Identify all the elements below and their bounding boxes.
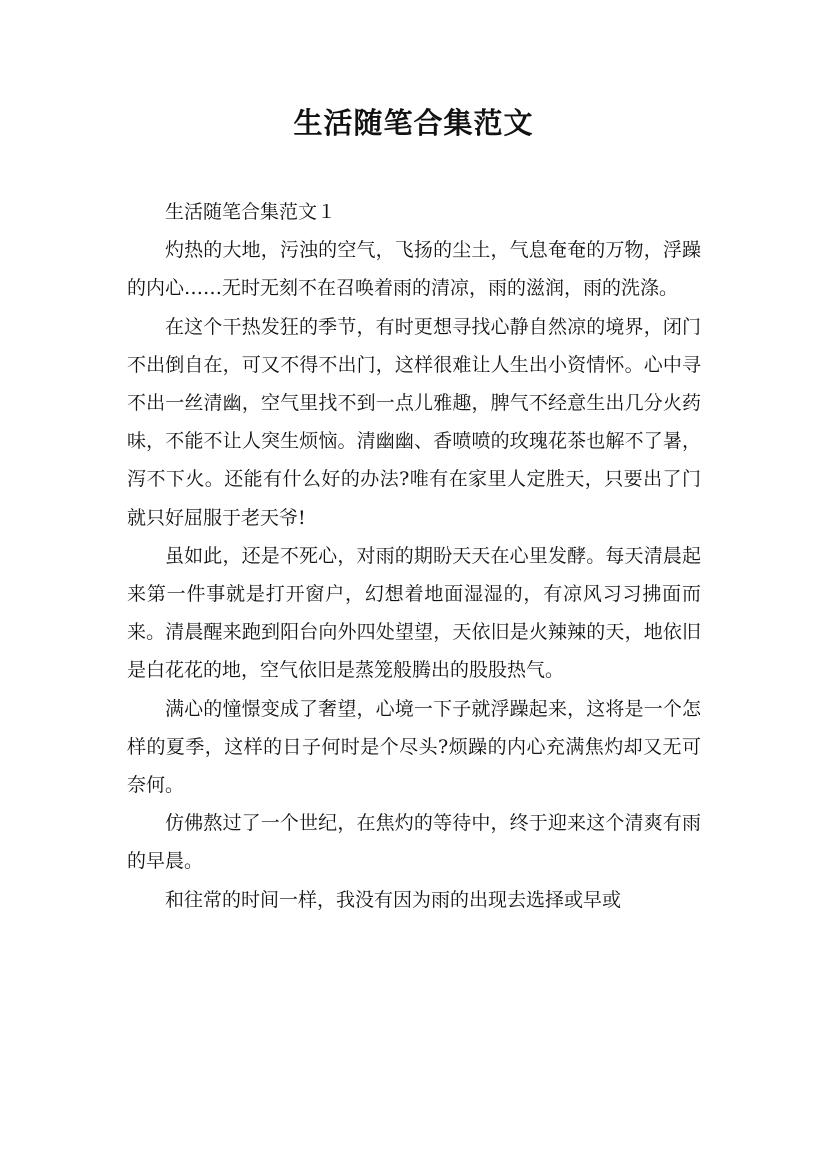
paragraph-6: 和往常的时间一样，我没有因为雨的出现去选择或早或 bbox=[165, 888, 622, 911]
paragraph-1: 灼热的大地，污浊的空气，飞扬的尘土，气息奄奄的万物，浮躁的内心……无时无刻不在召唤着雨的清凉，雨的滋润，雨的洗涤。 bbox=[127, 239, 701, 300]
document-title: 生活随笔合集范文 bbox=[293, 106, 534, 140]
paragraph-5: 仿佛熬过了一个世纪，在焦灼的等待中，终于迎来这个清爽有雨的早晨。 bbox=[127, 812, 701, 873]
paragraph-4: 满心的憧憬变成了奢望，心境一下子就浮躁起来，这将是一个怎样的夏季，这样的日子何时是个尽头?烦躁的内心充满焦灼却又无可奈何。 bbox=[127, 697, 701, 797]
document-body bbox=[127, 193, 701, 919]
paragraph-2: 在这个干热发狂的季节，有时更想寻找心静自然凉的境界，闭门不出倒自在，可又不得不出门，这样很难让人生出小资情怀。心中寻不出一丝清幽，空气里找不到一点儿雅趣，脾气不经意生出几分火药味，不能不让人突生烦恼。清幽幽、香喷喷的玫瑰花茶也解不了暑，泻不下火。还能有什么好的办法?唯有在家里人定胜天，只要出了门就只好屈服于老天爷! bbox=[127, 315, 701, 529]
paragraph-3: 虽如此，还是不死心，对雨的期盼天天在心里发酵。每天清晨起来第一件事就是打开窗户，幻想着地面湿湿的，有凉风习习拂面而来。清晨醒来跑到阳台向外四处望望，天依旧是火辣辣的天，地依旧是白花花的地，空气依旧是蒸笼般腾出的股股热气。 bbox=[127, 544, 701, 682]
section-heading: 生活随笔合集范文１ bbox=[165, 201, 337, 223]
